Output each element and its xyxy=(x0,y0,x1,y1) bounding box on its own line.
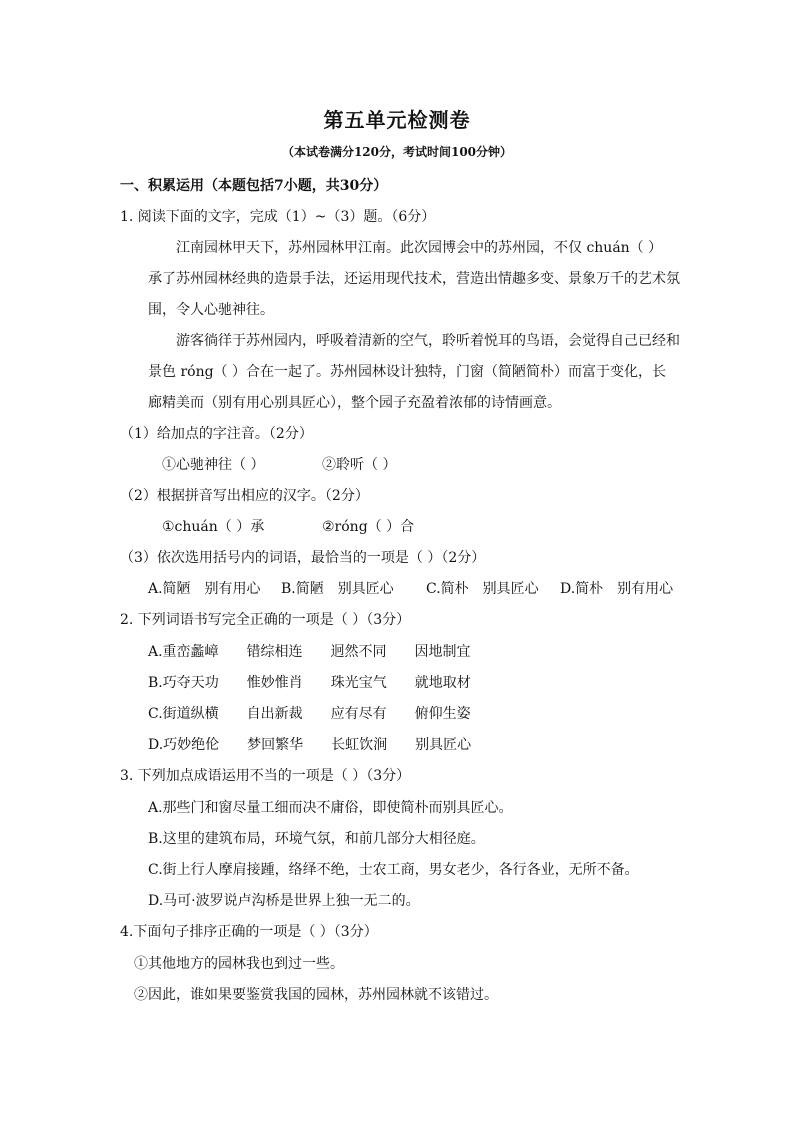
q2-option: C.街道纵横 自出新裁 应有尽有 俯仰生姿 xyxy=(148,706,471,722)
q3-option: B.这里的建筑布局，环境气氛，和前几部分大相径庭。 xyxy=(148,831,485,847)
q1-sub2-item-a: ①chuán（ ）承 xyxy=(162,519,265,535)
q1-sub3-option: B.简陋 别具匠心 xyxy=(281,581,394,597)
q1-stem: 1. 阅读下面的文字，完成（1）~（3）题。（6分） xyxy=(120,209,436,225)
q1-sub1-item-a: ①心驰神往（ ） xyxy=(162,457,265,473)
q1-passage-line: 围，令人心驰神往。 xyxy=(148,302,274,318)
q1-passage-line: 廊精美而（别有用心别具匠心），整个园子充盈着浓郁的诗情画意。 xyxy=(148,395,561,411)
q1-passage-line: 游客徜徉于苏州园内，呼吸着清新的空气，聆听着悦耳的鸟语，会觉得自己已经和 xyxy=(176,333,680,349)
page-title: 第五单元检测卷 xyxy=(323,108,471,132)
q1-sub3-option: A.简陋 别有用心 xyxy=(148,581,261,597)
q4-stem: 4.下面句子排序正确的一项是（ ）（3分） xyxy=(120,924,378,940)
q2-option: B.巧夺天功 惟妙惟肖 珠光宝气 就地取材 xyxy=(148,675,471,691)
q2-option: D.巧妙绝伦 梦回繁华 长虹饮涧 别具匠心 xyxy=(148,737,472,753)
q3-stem: 3. 下列加点成语运用不当的一项是（ ）（3分） xyxy=(120,768,411,784)
q1-sub1-item-b: ②聆听（ ） xyxy=(322,457,397,473)
q1-passage-line: 江南园林甲天下，苏州园林甲江南。此次园博会中的苏州园，不仅 chuán（ ） xyxy=(176,240,663,256)
exam-subtitle: （本试卷满分120分，考试时间100分钟） xyxy=(281,145,513,159)
q4-item: ①其他地方的园林我也到过一些。 xyxy=(134,956,344,972)
q3-option: A.那些门和窗尽量工细而决不庸俗，即使简朴而别具匠心。 xyxy=(148,800,513,816)
q2-stem: 2. 下列词语书写完全正确的一项是（ ）（3分） xyxy=(120,612,411,628)
q1-sub3-option: C.简朴 别具匠心 xyxy=(426,581,539,597)
q1-sub2-stem: （2）根据拼音写出相应的汉字。（2分） xyxy=(120,488,369,504)
q1-passage-line: 承了苏州园林经典的造景手法，还运用现代技术，营造出情趣多变、景象万千的艺术氛 xyxy=(148,271,680,287)
q4-item: ②因此，谁如果要鉴赏我国的园林，苏州园林就不该错过。 xyxy=(134,987,498,1003)
q1-sub3-stem: （3）依次选用括号内的词语，最恰当的一项是（ ）（2分） xyxy=(120,550,486,566)
q1-sub3-option: D.简朴 别有用心 xyxy=(560,581,674,597)
q1-passage-line: 景色 róng（ ）合在一起了。苏州园林设计独特，门窗（简陋简朴）而富于变化，长 xyxy=(148,364,666,380)
q3-option: D.马可·波罗说卢沟桥是世界上独一无二的。 xyxy=(148,893,420,909)
section-heading: 一、积累运用（本题包括7小题，共30分） xyxy=(120,178,388,194)
q2-option: A.重峦蠡嶂 错综相连 迥然不同 因地制宜 xyxy=(148,644,471,660)
q1-sub2-item-b: ②róng（ ）合 xyxy=(322,519,415,535)
q1-sub1-stem: （1）给加点的字注音。（2分） xyxy=(120,426,313,442)
q3-option: C.街上行人摩肩接踵，络绎不绝，士农工商，男女老少，各行各业，无所不备。 xyxy=(148,862,639,878)
